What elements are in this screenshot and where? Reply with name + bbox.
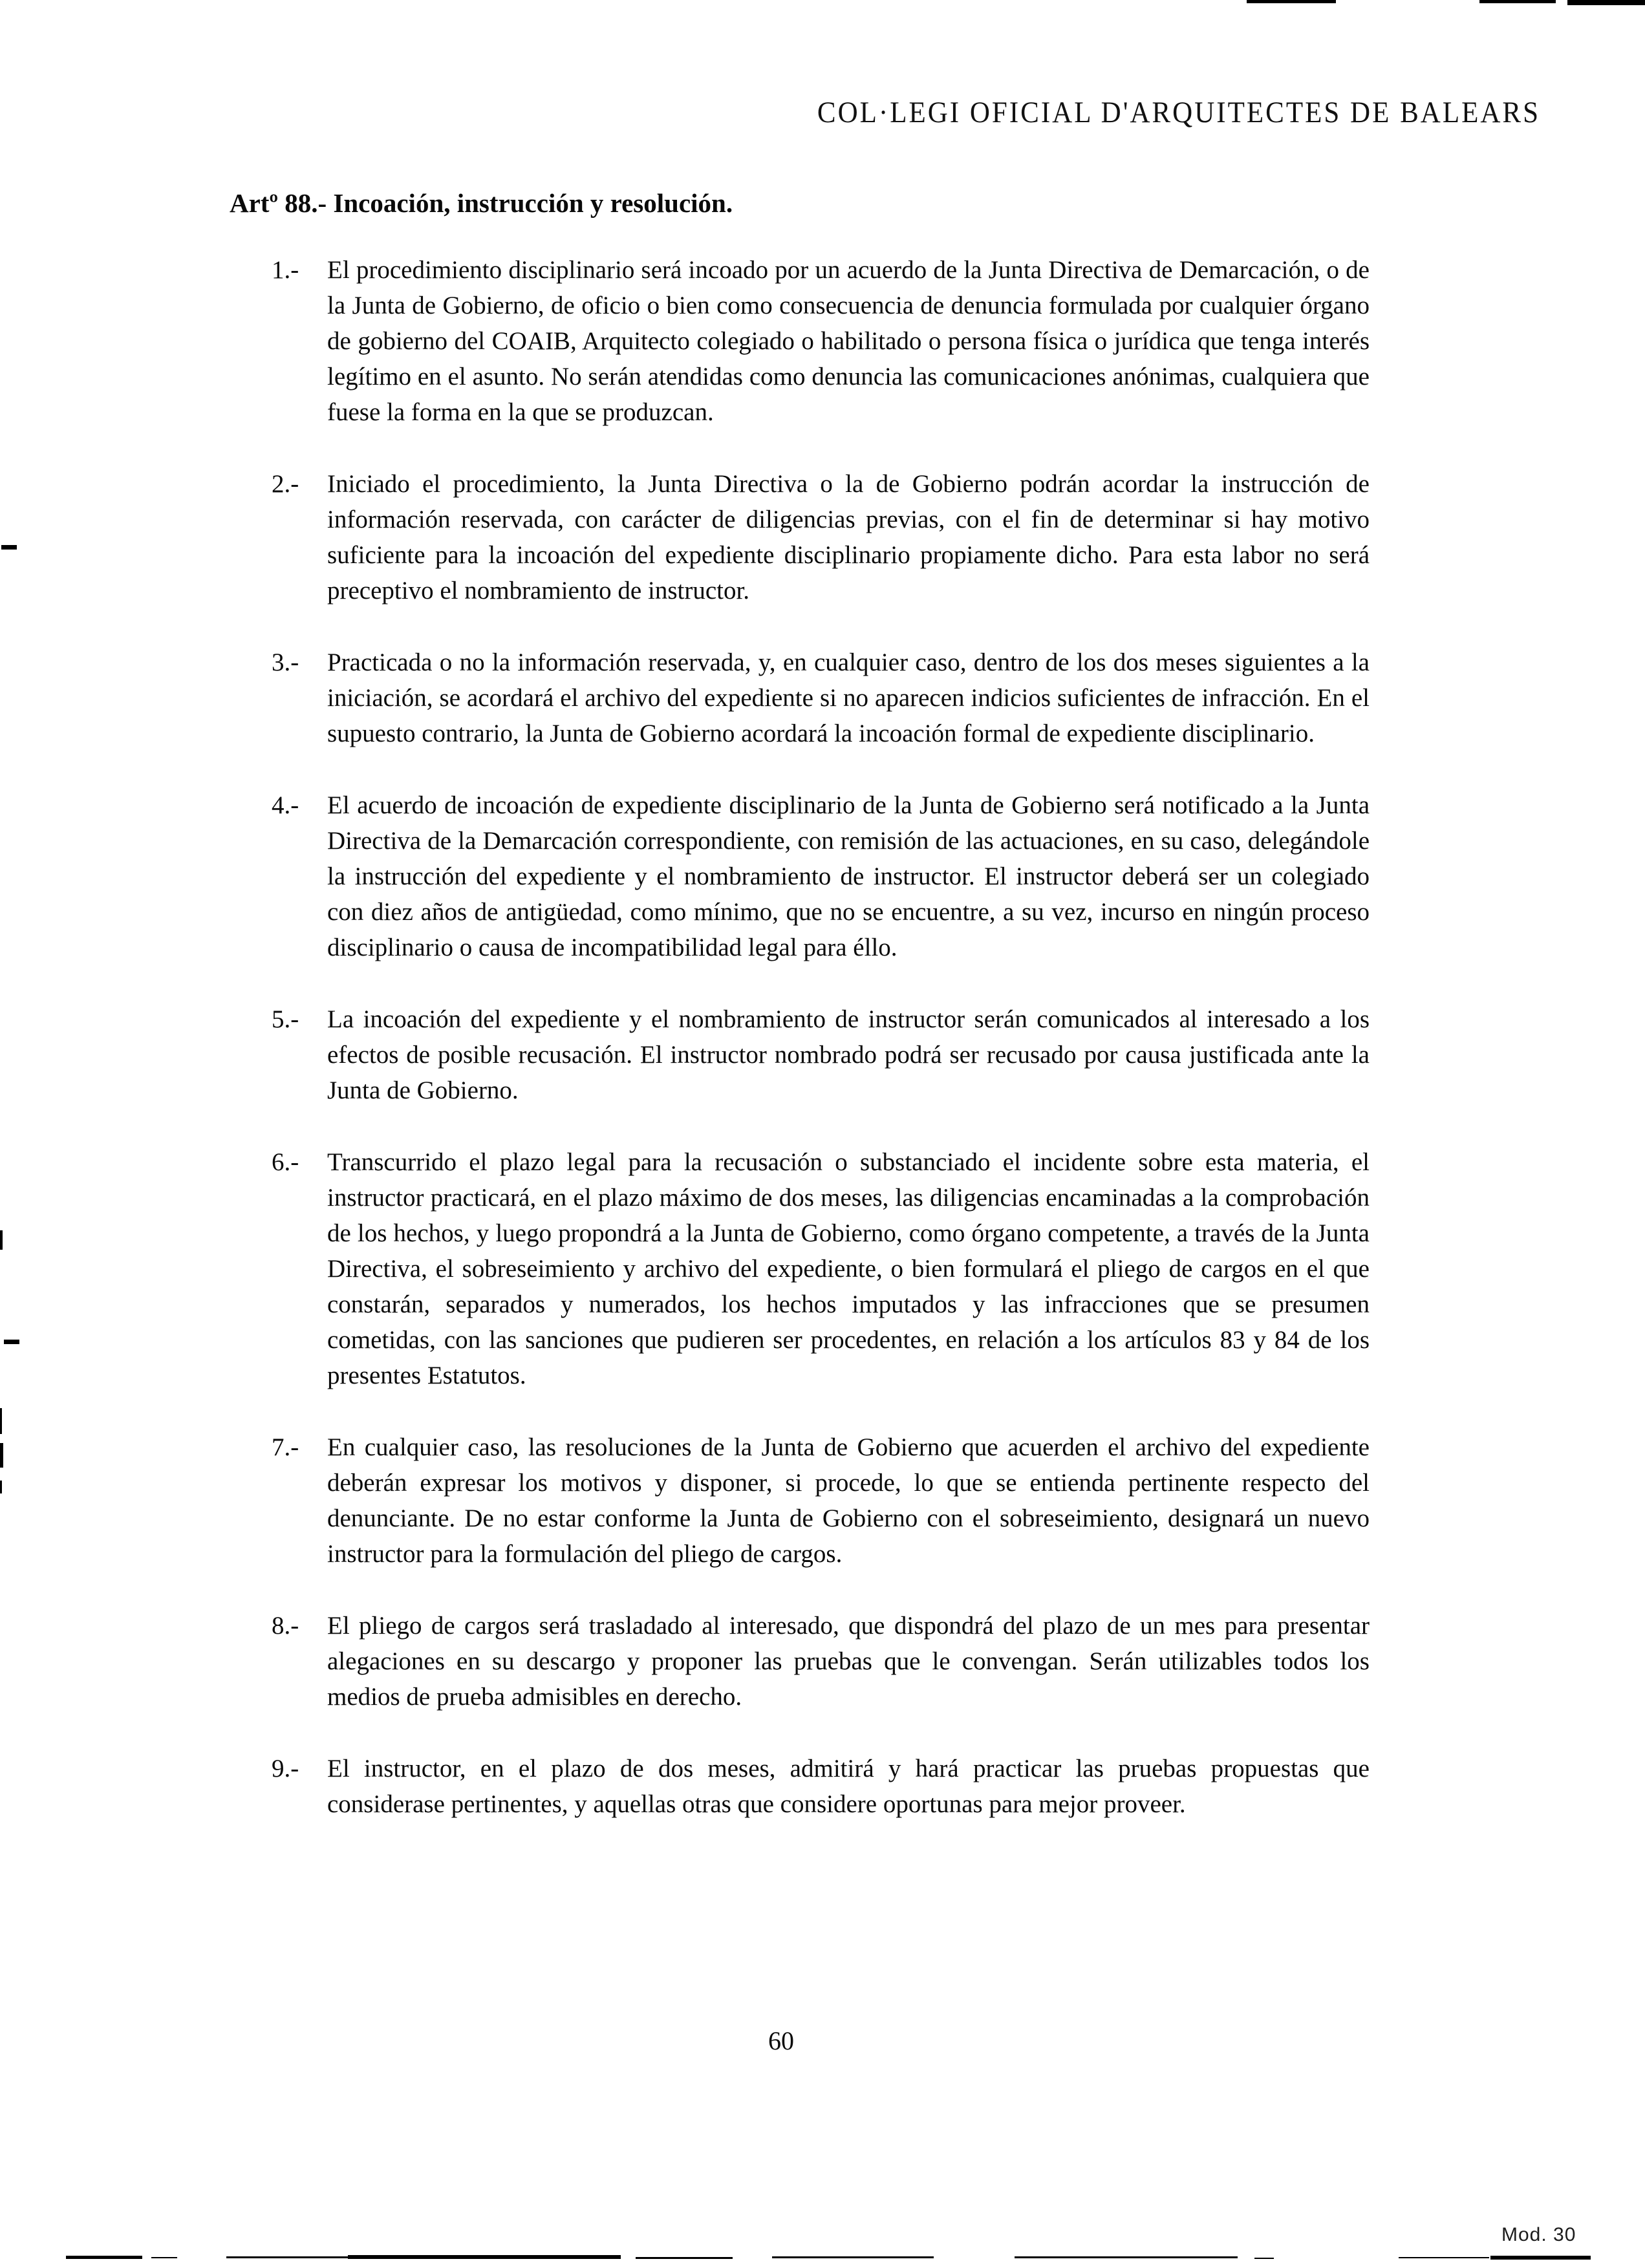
list-item — [272, 1001, 1370, 1108]
scan-artifact — [0, 1481, 2, 1493]
item-text: Practicada o no la información reservada, y, en cualquier caso, dentro de los dos meses siguientes a la iniciación, se acordará el archivo del expediente si no aparecen indicios suficientes de infracción. En el supuesto contrario, la Junta de Gobierno acordará la incoación formal de expediente disciplinario. — [327, 648, 1370, 747]
scan-artifact — [0, 1408, 2, 1434]
bottom-rule-segment — [1015, 2256, 1238, 2258]
page-number: 60 — [768, 2026, 794, 2055]
article-title: Artº 88.- Incoación, instrucción y resolución. — [230, 188, 733, 218]
page-header: COL·LEGI OFICIAL D'ARQUITECTES DE BALEARS — [817, 96, 1540, 129]
item-text: En cualquier caso, las resoluciones de la Junta de Gobierno que acuerden el archivo del expediente deberán expresar los motivos y disponer, si procede, lo que se entienda pertinente respecto del denunciante. De no estar conforme la Junta de Gobierno con el sobreseimiento, designará un nuevo instructor para la formulación del pliego de cargos. — [327, 1433, 1370, 1568]
item-number: 7.- — [272, 1433, 299, 1461]
item-text: Iniciado el procedimiento, la Junta Directiva o la de Gobierno podrán acordar la instrucción de información reservada, con carácter de diligencias previas, con el fin de determinar si hay motivo suficiente para la incoación del expediente disciplinario propiamente dicho. Para esta labor no será preceptivo el nombramiento de instructor. — [327, 470, 1370, 604]
scan-artifact — [1247, 0, 1336, 3]
item-number: 8.- — [272, 1612, 299, 1640]
bottom-rule-segment — [66, 2256, 142, 2259]
scan-artifact — [0, 1230, 3, 1250]
bottom-rule-segment — [151, 2257, 177, 2258]
list-item — [272, 1608, 1370, 1715]
item-number: 1.- — [272, 256, 299, 284]
list-item — [272, 1144, 1370, 1393]
item-number: 9.- — [272, 1755, 299, 1782]
scan-artifact — [1479, 0, 1556, 3]
list-item — [272, 1429, 1370, 1572]
scan-artifact — [1567, 0, 1645, 5]
scan-artifact — [4, 1340, 19, 1344]
bottom-rule-segment — [772, 2256, 934, 2258]
item-number: 4.- — [272, 791, 299, 819]
bottom-rule-segment — [636, 2257, 733, 2259]
item-number: 2.- — [272, 470, 299, 498]
numbered-list — [272, 252, 1370, 1822]
item-number: 5.- — [272, 1005, 299, 1033]
scan-artifact — [1, 545, 17, 550]
bottom-rule-segment — [348, 2255, 621, 2259]
bottom-rule-segment — [1490, 2256, 1591, 2260]
item-text: El procedimiento disciplinario será incoado por un acuerdo de la Junta Directiva de Demarcación, o de la Junta de Gobierno, de oficio o bien como consecuencia de denuncia formulada por cualquier órgano de gobierno del COAIB, Arquitecto colegiado o habilitado o persona física o jurídica que tenga interés legítimo en el asunto. No serán atendidas como denuncia las comunicaciones anónimas, cualquiera que fuese la forma en la que se produzcan. — [327, 256, 1370, 426]
list-item — [272, 466, 1370, 608]
footer-model-label: Mod. 30 — [1501, 2224, 1576, 2245]
item-text: Transcurrido el plazo legal para la recusación o substanciado el incidente sobre esta materia, el instructor practicará, en el plazo máximo de dos meses, las diligencias encaminadas a la comprobación de los hechos, y luego propondrá a la Junta de Gobierno, como órgano competente, a través de la Junta Directiva, el sobreseimiento y archivo del expediente, o bien formulará el pliego de cargos en el que constarán, separados y numerados, los hechos imputados y las infracciones que se presumen cometidas, con las sanciones que pudieren ser procedentes, en relación a los artículos 83 y 84 de los presentes Estatutos. — [327, 1148, 1370, 1389]
item-text: El acuerdo de incoación de expediente disciplinario de la Junta de Gobierno será notificado a la Junta Directiva de la Demarcación correspondiente, con remisión de las actuaciones, en su caso, delegándole la instrucción del expediente y el nombramiento de instructor. El instructor deberá ser un colegiado con diez años de antigüedad, como mínimo, que no se encuentre, a su vez, incurso en ningún proceso disciplinario o causa de incompatibilidad legal para éllo. — [327, 791, 1370, 961]
bottom-rule-segment — [226, 2256, 348, 2258]
item-text: El instructor, en el plazo de dos meses, admitirá y hará practicar las pruebas propuestas que considerase pertinentes, y aquellas otras que considere oportunas para mejor proveer. — [327, 1755, 1370, 1818]
list-item — [272, 645, 1370, 751]
scan-artifact — [0, 1443, 3, 1468]
article-content — [0, 187, 1645, 1858]
item-number: 6.- — [272, 1148, 299, 1176]
list-item — [272, 787, 1370, 965]
bottom-rule-segment — [1254, 2258, 1274, 2259]
item-number: 3.- — [272, 648, 299, 676]
item-text: El pliego de cargos será trasladado al interesado, que dispondrá del plazo de un mes para presentar alegaciones en su descargo y proponer las pruebas que le convengan. Serán utilizables todos los medios de prueba admisibles en derecho. — [327, 1612, 1370, 1711]
item-text: La incoación del expediente y el nombramiento de instructor serán comunicados al interesado a los efectos de posible recusación. El instructor nombrado podrá ser recusado por causa justificada ante la Junta de Gobierno. — [327, 1005, 1370, 1104]
list-item — [272, 1751, 1370, 1822]
list-item — [272, 252, 1370, 430]
bottom-rule-segment — [1399, 2257, 1489, 2258]
